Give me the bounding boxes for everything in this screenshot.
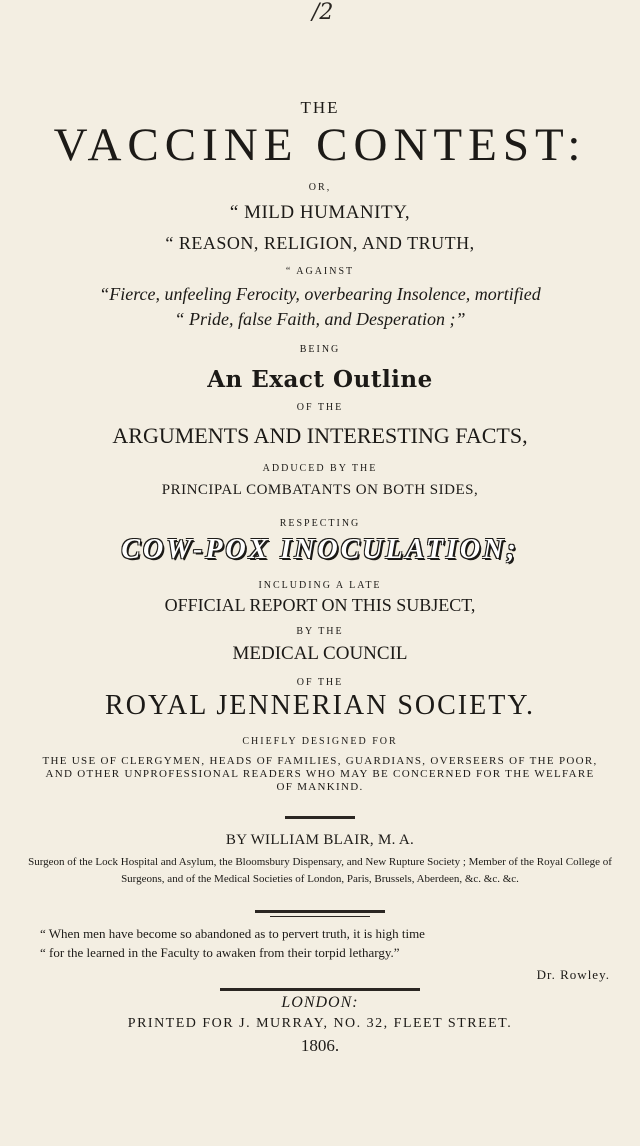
imprint-printer: PRINTED FOR J. MURRAY, NO. 32, FLEET STREET. xyxy=(127,1016,513,1031)
intended-audience: THE USE OF CLERGYMEN, HEADS OF FAMILIES, GUARDIANS, OVERSEERS OF THE POOR, AND OTHER UNPROFESSIONAL READERS WHO MAY BE CONCERNED FOR THE WELFARE OF MANKIND. xyxy=(42,755,598,793)
author-credentials: Surgeon of the Lock Hospital and Asylum, the Bloomsbury Dispensary, and New Rupture Society ; Member of the Royal College of Surgeons, and of the Medical Societies of London, Paris, Brussels, Aberdeen, &c. &c. &c. xyxy=(28,856,612,885)
title-being: BEING xyxy=(299,344,341,355)
main-title: VACCINE CONTEST: xyxy=(53,119,587,171)
title-chiefly: CHIEFLY DESIGNED FOR xyxy=(242,736,398,747)
title-or: OR, xyxy=(308,182,332,193)
author-byline: BY WILLIAM BLAIR, M. A. xyxy=(225,832,415,848)
subtitle-pride: “ Pride, false Faith, and Desperation ;” xyxy=(174,309,466,329)
cow-pox-inoculation-heading: COW-POX INOCULATION; xyxy=(121,534,519,565)
title-the: THE xyxy=(300,98,340,117)
title-adduced: ADDUCED BY THE xyxy=(262,463,378,474)
divider-rule-4 xyxy=(220,988,420,991)
official-report-line: OFFICIAL REPORT ON THIS SUBJECT, xyxy=(164,595,476,615)
subtitle-fierce: “Fierce, unfeeling Ferocity, overbearing Insolence, mortified xyxy=(99,284,541,304)
title-of-the: OF THE xyxy=(296,402,344,413)
divider-rule-2 xyxy=(255,910,385,913)
medical-council-line: MEDICAL COUNCIL xyxy=(232,643,408,664)
subtitle-reason-religion: “ REASON, RELIGION, AND TRUTH, xyxy=(165,233,475,253)
title-against: “ AGAINST xyxy=(285,266,355,277)
epigraph-line-2: “ for the learned in the Faculty to awaken from their torpid lethargy.” xyxy=(40,945,400,960)
divider-rule-3 xyxy=(270,916,370,917)
epigraph-attribution: Dr. Rowley. xyxy=(536,967,610,982)
society-heading: ROYAL JENNERIAN SOCIETY. xyxy=(105,690,535,721)
handwritten-annotation: /2 xyxy=(312,0,334,25)
divider-rule xyxy=(285,816,355,819)
title-of-the-2: OF THE xyxy=(296,677,344,688)
title-by-the: BY THE xyxy=(296,626,344,637)
combatants-line: PRINCIPAL COMBATANTS ON BOTH SIDES, xyxy=(161,482,479,498)
title-respecting: RESPECTING xyxy=(279,518,361,529)
imprint-city: LONDON: xyxy=(281,994,359,1011)
exact-outline-heading: An Exact Outline xyxy=(207,366,433,393)
epigraph-line-1: “ When men have become so abandoned as to pervert truth, it is high time xyxy=(40,926,425,941)
imprint-year: 1806. xyxy=(300,1036,340,1055)
title-including: INCLUDING A LATE xyxy=(258,580,382,591)
subtitle-mild-humanity: “ MILD HUMANITY, xyxy=(229,202,411,223)
arguments-heading: ARGUMENTS AND INTERESTING FACTS, xyxy=(112,423,528,448)
